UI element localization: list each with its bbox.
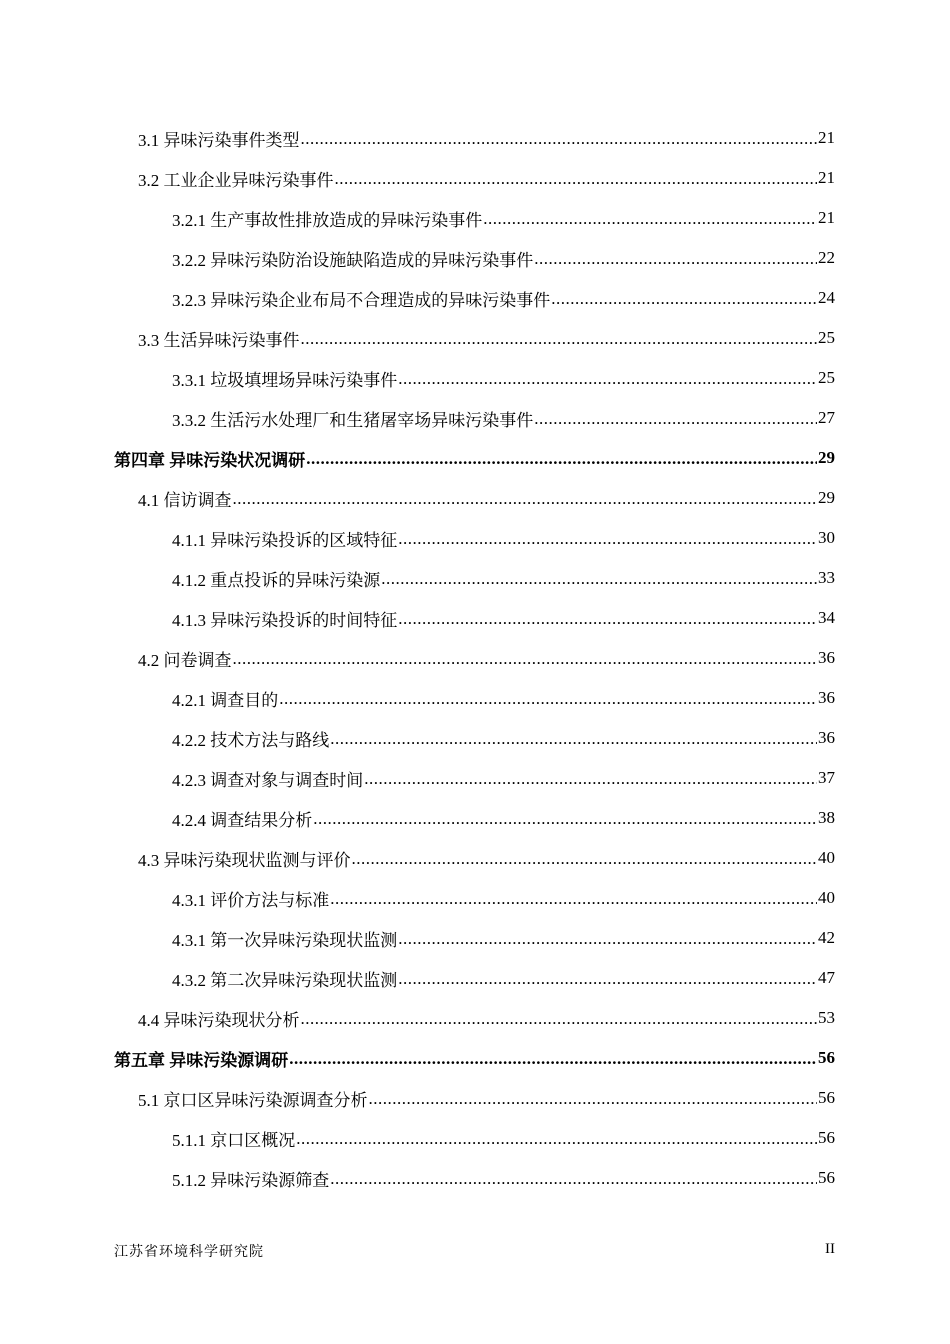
toc-entry-label: 4.2 问卷调查 [138,650,232,670]
toc-entry-page: 53 [818,1008,835,1027]
toc-dot-leader [398,929,817,949]
toc-entry-label: 5.1.1 京口区概况 [172,1130,296,1150]
toc-entry[interactable] [0,398,950,438]
toc-entry-label: 4.1.2 重点投诉的异味污染源 [172,570,381,590]
toc-entry-label: 4.1.3 异味污染投诉的时间特征 [172,610,398,630]
toc-entry[interactable] [0,318,950,358]
toc-entry-label: 3.3 生活异味污染事件 [138,330,300,350]
toc-dot-leader [313,809,817,829]
toc-entry[interactable] [0,158,950,198]
toc-entry-page: 21 [818,208,835,227]
toc-entry[interactable] [0,278,950,318]
toc-dot-leader [398,369,817,389]
toc-entry-label: 4.2.3 调查对象与调查时间 [172,770,364,790]
toc-dot-leader [330,889,817,909]
toc-entry[interactable] [0,478,950,518]
toc-entry-page: 30 [818,528,835,547]
toc-entry-label: 4.3 异味污染现状监测与评价 [138,850,351,870]
toc-dot-leader [534,249,817,269]
toc-entry-page: 29 [818,448,835,467]
toc-dot-leader [534,409,817,429]
toc-entry-page: 56 [818,1168,835,1187]
toc-entry-page: 33 [818,568,835,587]
toc-dot-leader [483,209,817,229]
toc-entry[interactable] [0,558,950,598]
toc-entry-label: 4.1 信访调查 [138,490,232,510]
toc-entry-page: 36 [818,728,835,747]
table-of-contents [0,118,950,1198]
toc-entry-label: 3.2 工业企业异味污染事件 [138,170,334,190]
toc-entry[interactable] [0,678,950,718]
toc-entry-page: 36 [818,688,835,707]
toc-dot-leader [330,729,817,749]
toc-entry-label: 3.2.2 异味污染防治设施缺陷造成的异味污染事件 [172,250,534,270]
toc-entry-page: 21 [818,128,835,147]
toc-dot-leader [398,969,817,989]
toc-dot-leader [289,1049,817,1069]
toc-entry[interactable] [0,438,950,478]
toc-entry-label: 4.4 异味污染现状分析 [138,1010,300,1030]
toc-entry-page: 22 [818,248,835,267]
toc-dot-leader [279,689,817,709]
toc-dot-leader [398,609,817,629]
footer-institution: 江苏省环境科学研究院 [114,1244,264,1260]
toc-entry-page: 56 [818,1128,835,1147]
toc-entry-page: 42 [818,928,835,947]
toc-entry[interactable] [0,718,950,758]
toc-entry[interactable] [0,918,950,958]
toc-entry-label: 4.2.2 技术方法与路线 [172,730,330,750]
toc-entry-page: 38 [818,808,835,827]
toc-dot-leader [398,529,817,549]
toc-entry-label: 4.3.1 第一次异味污染现状监测 [172,930,398,950]
toc-dot-leader [352,849,818,869]
toc-entry[interactable] [0,1118,950,1158]
toc-entry[interactable] [0,758,950,798]
toc-entry[interactable] [0,958,950,998]
toc-entry-label: 4.2.1 调查目的 [172,690,279,710]
toc-entry-page: 36 [818,648,835,667]
toc-entry-page: 47 [818,968,835,987]
toc-entry-label: 3.3.2 生活污水处理厂和生猪屠宰场异味污染事件 [172,410,534,430]
toc-entry-page: 24 [818,288,835,307]
toc-entry[interactable] [0,518,950,558]
toc-entry-label: 4.3.1 评价方法与标准 [172,890,330,910]
toc-entry-page: 56 [818,1048,835,1067]
toc-entry-label: 3.3.1 垃圾填埋场异味污染事件 [172,370,398,390]
toc-entry-page: 34 [818,608,835,627]
toc-entry-page: 40 [818,888,835,907]
toc-dot-leader [233,489,818,509]
toc-entry-page: 56 [818,1088,835,1107]
toc-entry[interactable] [0,638,950,678]
toc-entry-page: 21 [818,168,835,187]
toc-dot-leader [301,1009,818,1029]
footer-page-number: II [825,1241,835,1257]
toc-entry[interactable] [0,238,950,278]
toc-entry[interactable] [0,358,950,398]
toc-entry-label: 3.2.3 异味污染企业布局不合理造成的异味污染事件 [172,290,551,310]
toc-entry-label: 5.1.2 异味污染源筛查 [172,1170,330,1190]
toc-entry-label: 4.3.2 第二次异味污染现状监测 [172,970,398,990]
toc-entry-page: 25 [818,328,835,347]
toc-entry-label: 4.2.4 调查结果分析 [172,810,313,830]
toc-entry[interactable] [0,998,950,1038]
toc-dot-leader [364,769,817,789]
toc-entry-page: 37 [818,768,835,787]
toc-entry[interactable] [0,118,950,158]
toc-dot-leader [306,449,817,469]
toc-entry[interactable] [0,1078,950,1118]
toc-entry[interactable] [0,198,950,238]
toc-dot-leader [381,569,817,589]
page-footer [114,1241,835,1261]
toc-entry-label: 3.1 异味污染事件类型 [138,130,300,150]
toc-dot-leader [301,129,818,149]
toc-entry[interactable] [0,1038,950,1078]
toc-dot-leader [296,1129,817,1149]
toc-entry-label: 第四章 异味污染状况调研 [114,450,306,470]
toc-entry-label: 4.1.1 异味污染投诉的区域特征 [172,530,398,550]
toc-dot-leader [301,329,818,349]
toc-dot-leader [369,1089,818,1109]
toc-entry-page: 27 [818,408,835,427]
toc-entry-page: 29 [818,488,835,507]
toc-entry-page: 25 [818,368,835,387]
toc-dot-leader [335,169,818,189]
toc-entry[interactable] [0,598,950,638]
toc-entry-label: 3.2.1 生产事故性排放造成的异味污染事件 [172,210,483,230]
toc-entry[interactable] [0,798,950,838]
toc-entry[interactable] [0,1158,950,1198]
toc-entry[interactable] [0,838,950,878]
toc-dot-leader [233,649,818,669]
toc-dot-leader [330,1169,817,1189]
toc-dot-leader [551,289,817,309]
toc-entry-page: 40 [818,848,835,867]
toc-entry-label: 5.1 京口区异味污染源调查分析 [138,1090,368,1110]
toc-entry[interactable] [0,878,950,918]
toc-entry-label: 第五章 异味污染源调研 [114,1050,289,1070]
